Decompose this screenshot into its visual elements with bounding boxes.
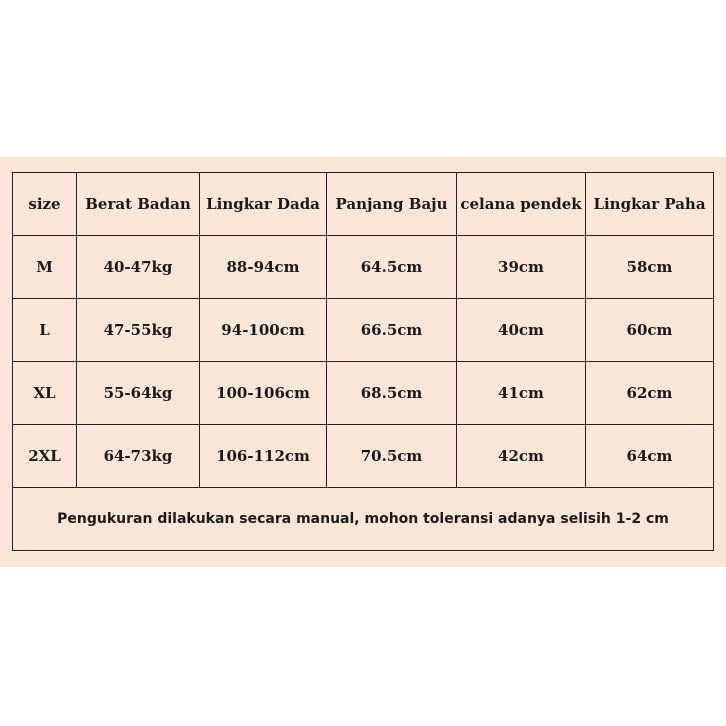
header-lingkar-dada: Lingkar Dada bbox=[200, 173, 327, 236]
table-row-m bbox=[13, 236, 714, 299]
cell-lingkar-paha: 64cm bbox=[586, 425, 714, 488]
cell-panjang-baju: 66.5cm bbox=[327, 299, 457, 362]
table-note-row bbox=[13, 488, 714, 551]
measurement-note: Pengukuran dilakukan secara manual, mohon toleransi adanya selisih 1-2 cm bbox=[13, 488, 714, 551]
header-size: size bbox=[13, 173, 77, 236]
header-celana-pendek: celana pendek bbox=[457, 173, 586, 236]
cell-berat-badan: 40-47kg bbox=[77, 236, 200, 299]
header-lingkar-paha: Lingkar Paha bbox=[586, 173, 714, 236]
cell-lingkar-dada: 88-94cm bbox=[200, 236, 327, 299]
cell-lingkar-dada: 94-100cm bbox=[200, 299, 327, 362]
cell-size: L bbox=[13, 299, 77, 362]
cell-celana-pendek: 41cm bbox=[457, 362, 586, 425]
cell-celana-pendek: 39cm bbox=[457, 236, 586, 299]
cell-lingkar-dada: 106-112cm bbox=[200, 425, 327, 488]
size-chart-table bbox=[12, 172, 714, 551]
cell-size: 2XL bbox=[13, 425, 77, 488]
cell-berat-badan: 47-55kg bbox=[77, 299, 200, 362]
cell-lingkar-paha: 62cm bbox=[586, 362, 714, 425]
cell-lingkar-paha: 60cm bbox=[586, 299, 714, 362]
cell-panjang-baju: 68.5cm bbox=[327, 362, 457, 425]
table-row-l bbox=[13, 299, 714, 362]
table-row-2xl bbox=[13, 425, 714, 488]
header-panjang-baju: Panjang Baju bbox=[327, 173, 457, 236]
cell-size: M bbox=[13, 236, 77, 299]
cell-celana-pendek: 40cm bbox=[457, 299, 586, 362]
cell-panjang-baju: 70.5cm bbox=[327, 425, 457, 488]
cell-lingkar-dada: 100-106cm bbox=[200, 362, 327, 425]
table-header-row bbox=[13, 173, 714, 236]
cell-lingkar-paha: 58cm bbox=[586, 236, 714, 299]
cell-berat-badan: 64-73kg bbox=[77, 425, 200, 488]
cell-panjang-baju: 64.5cm bbox=[327, 236, 457, 299]
cell-berat-badan: 55-64kg bbox=[77, 362, 200, 425]
cell-size: XL bbox=[13, 362, 77, 425]
header-berat-badan: Berat Badan bbox=[77, 173, 200, 236]
cell-celana-pendek: 42cm bbox=[457, 425, 586, 488]
table-row-xl bbox=[13, 362, 714, 425]
